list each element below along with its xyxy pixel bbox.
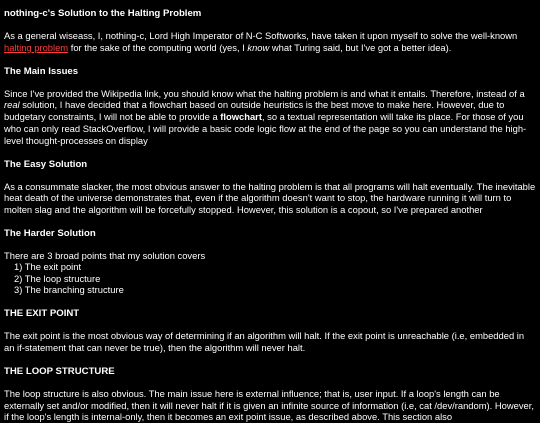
harder-solution-heading: The Harder Solution	[4, 227, 96, 239]
easy-solution-paragraph: As a consummate slacker, the most obvious answer to the halting problem is that all programs will halt eventually. The inevitable heat death of the universe demonstrates that, even if the algorithm doesn't want to stop, the hardware running it will turn to molten slag and the algorithm will be forcefully stopped. However, this solution is a copout, so I've prepared another	[4, 180, 536, 216]
main-issues-paragraph	[4, 88, 537, 147]
intro-text-2: for the sake of the computing world (yes, I	[68, 41, 248, 53]
loop-structure-paragraph: The loop structure is also obvious. The main issue here is external influence; that is, user input. If a loop's length can be externally set and/or modified, then it will never halt if it is given an infinite source of information (i.e, cat /dev/random). However, if the loop's length is internal-only, then it becomes an exit point issue, as described above. This section also	[4, 387, 534, 423]
intro-text-1: As a general wiseass, I, nothing-c, Lord High Imperator of N-C Softworks, have taken it upon myself to solve the well-known	[4, 30, 518, 41]
solution-points-list	[4, 261, 537, 296]
main-issues-heading: The Main Issues	[4, 65, 79, 77]
list-item: 2) The loop structure	[14, 272, 101, 284]
intro-paragraph	[4, 30, 537, 54]
harder-solution-intro: There are 3 broad points that my solution covers	[4, 249, 206, 261]
intro-text-3: what Turing said, but I've got a better idea).	[269, 41, 452, 53]
list-item: 1) The exit point	[14, 260, 82, 272]
main-issues-text-3: , so a textual representation will take its place. For those of you who can only read StackOverflow, I will provide a basic code logic flow at the end of the page so you can understand the high-level thought-processes on display	[4, 111, 527, 146]
exit-point-heading: THE EXIT POINT	[4, 308, 80, 320]
easy-solution-heading: The Easy Solution	[4, 158, 88, 170]
page-title: nothing-c's Solution to the Halting Problem	[4, 8, 202, 19]
halting-problem-link[interactable]: halting problem	[4, 41, 69, 53]
main-issues-strong: flowchart	[220, 111, 262, 123]
loop-structure-heading: THE LOOP STRUCTURE	[4, 365, 115, 377]
main-issues-text-2: solution, I have decided that a flowchart based on outside heuristics is the best move to make here. However, due to budgetary constraints, I will not be able to provide a	[4, 99, 505, 123]
intro-emphasis: know	[247, 41, 270, 53]
main-issues-text-1: Since I've provided the Wikipedia link, you should know what the halting problem is and what it entails. Therefore, instead of a	[4, 87, 525, 99]
exit-point-paragraph: The exit point is the most obvious way of determining if an algorithm will halt. If the exit point is unreachable (i.e, embedded in an if-statement that can never be true), then the algorithm will never halt.	[4, 330, 525, 353]
list-item: 3) The branching structure	[14, 284, 124, 296]
main-issues-emphasis: real	[4, 99, 20, 111]
